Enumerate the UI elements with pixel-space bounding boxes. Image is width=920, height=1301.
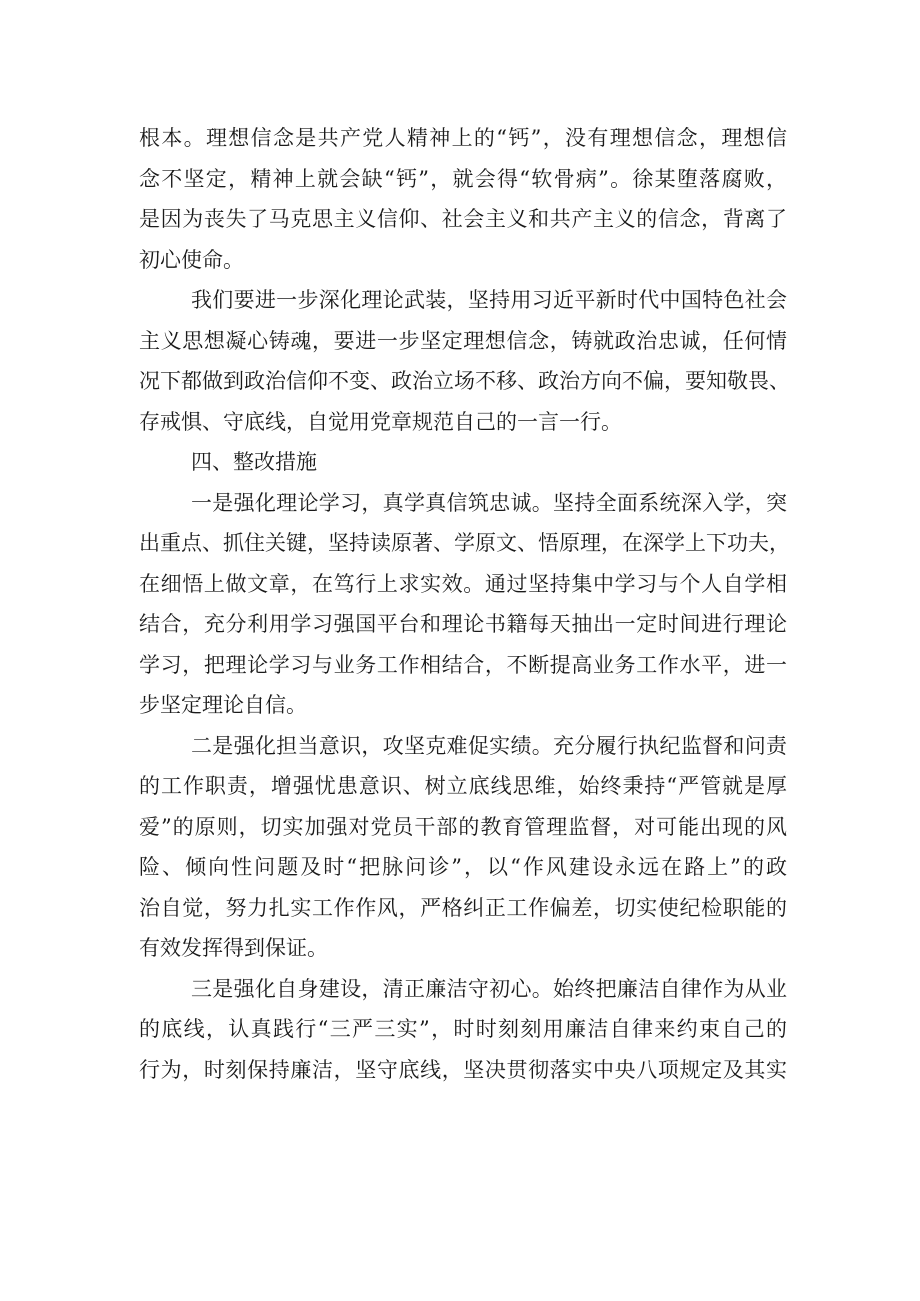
text-line: 有效发挥得到保证。 — [139, 936, 328, 960]
text-line: 根本。理想信念是共产党人精神上的“钙”，没有理想信念，理想信 — [139, 126, 787, 150]
text-line: 存戒惧、守底线，自觉用党章规范自己的一言一行。 — [139, 409, 622, 434]
text-line: 结合，充分利用学习强国平台和理论书籍每天抽出一定时间进行理论 — [139, 612, 787, 636]
text-line: 况下都做到政治信仰不变、政治立场不移、政治方向不偏，要知敬畏、 — [139, 369, 790, 393]
text-line: 步坚定理论自信。 — [139, 693, 307, 717]
text-line: 在细悟上做文章，在笃行上求实效。通过坚持集中学习与个人自学相 — [139, 571, 787, 596]
text-line: 学习，把理论学习与业务工作相结合，不断提高业务工作水平，进一 — [139, 652, 787, 677]
text-line: 主义思想凝心铸魂，要进一步坚定理想信念，铸就政治忠诚，任何情 — [139, 328, 787, 353]
text-line: 行为，时刻保持廉洁，坚守底线，坚决贯彻落实中央八项规定及其实 — [139, 1057, 787, 1082]
text-line: 一是强化理论学习，真学真信筑忠诚。坚持全面系统深入学，突 — [191, 490, 787, 515]
text-line: 我们要进一步深化理论武装，坚持用习近平新时代中国特色社会 — [191, 288, 787, 312]
paragraph-p3 — [139, 442, 787, 483]
text-line: 险、倾向性问题及时“把脉问诊”，以“作风建设永远在路上”的政 — [139, 855, 787, 879]
text-line: 出重点、抓住关键，坚持读原著、学原文、悟原理，在深学上下功夫， — [139, 531, 790, 555]
paragraph-p2 — [139, 280, 790, 442]
text-line: 的底线，认真践行“三严三实”，时时刻刻用廉洁自律来约束自己的 — [139, 1017, 787, 1041]
text-line: 念不坚定，精神上就会缺“钙”，就会得“软骨病”。徐某堕落腐败， — [139, 166, 787, 191]
paragraph-p4 — [139, 483, 790, 726]
text-line: 爱”的原则，切实加强对党员干部的教育管理监督，对可能出现的风 — [139, 814, 787, 839]
paragraph-p1 — [139, 118, 787, 280]
paragraph-p5 — [139, 726, 787, 969]
text-line: 二是强化担当意识，攻坚克难促实绩。充分履行执纪监督和问责 — [191, 733, 787, 758]
text-line: 治自觉，努力扎实工作作风，严格纠正工作偏差，切实使纪检职能的 — [139, 895, 787, 920]
text-line: 初心使命。 — [139, 247, 244, 272]
text-line: 是因为丧失了马克思主义信仰、社会主义和共产主义的信念，背离了 — [139, 207, 787, 231]
paragraph-p6 — [139, 969, 787, 1091]
document-body — [139, 118, 790, 1090]
text-line: 三是强化自身建设，清正廉洁守初心。始终把廉洁自律作为从业 — [191, 976, 787, 1001]
text-line: 的工作职责，增强忧患意识、树立底线思维，始终秉持“严管就是厚 — [139, 774, 787, 798]
text-line: 四、整改措施 — [191, 450, 317, 474]
